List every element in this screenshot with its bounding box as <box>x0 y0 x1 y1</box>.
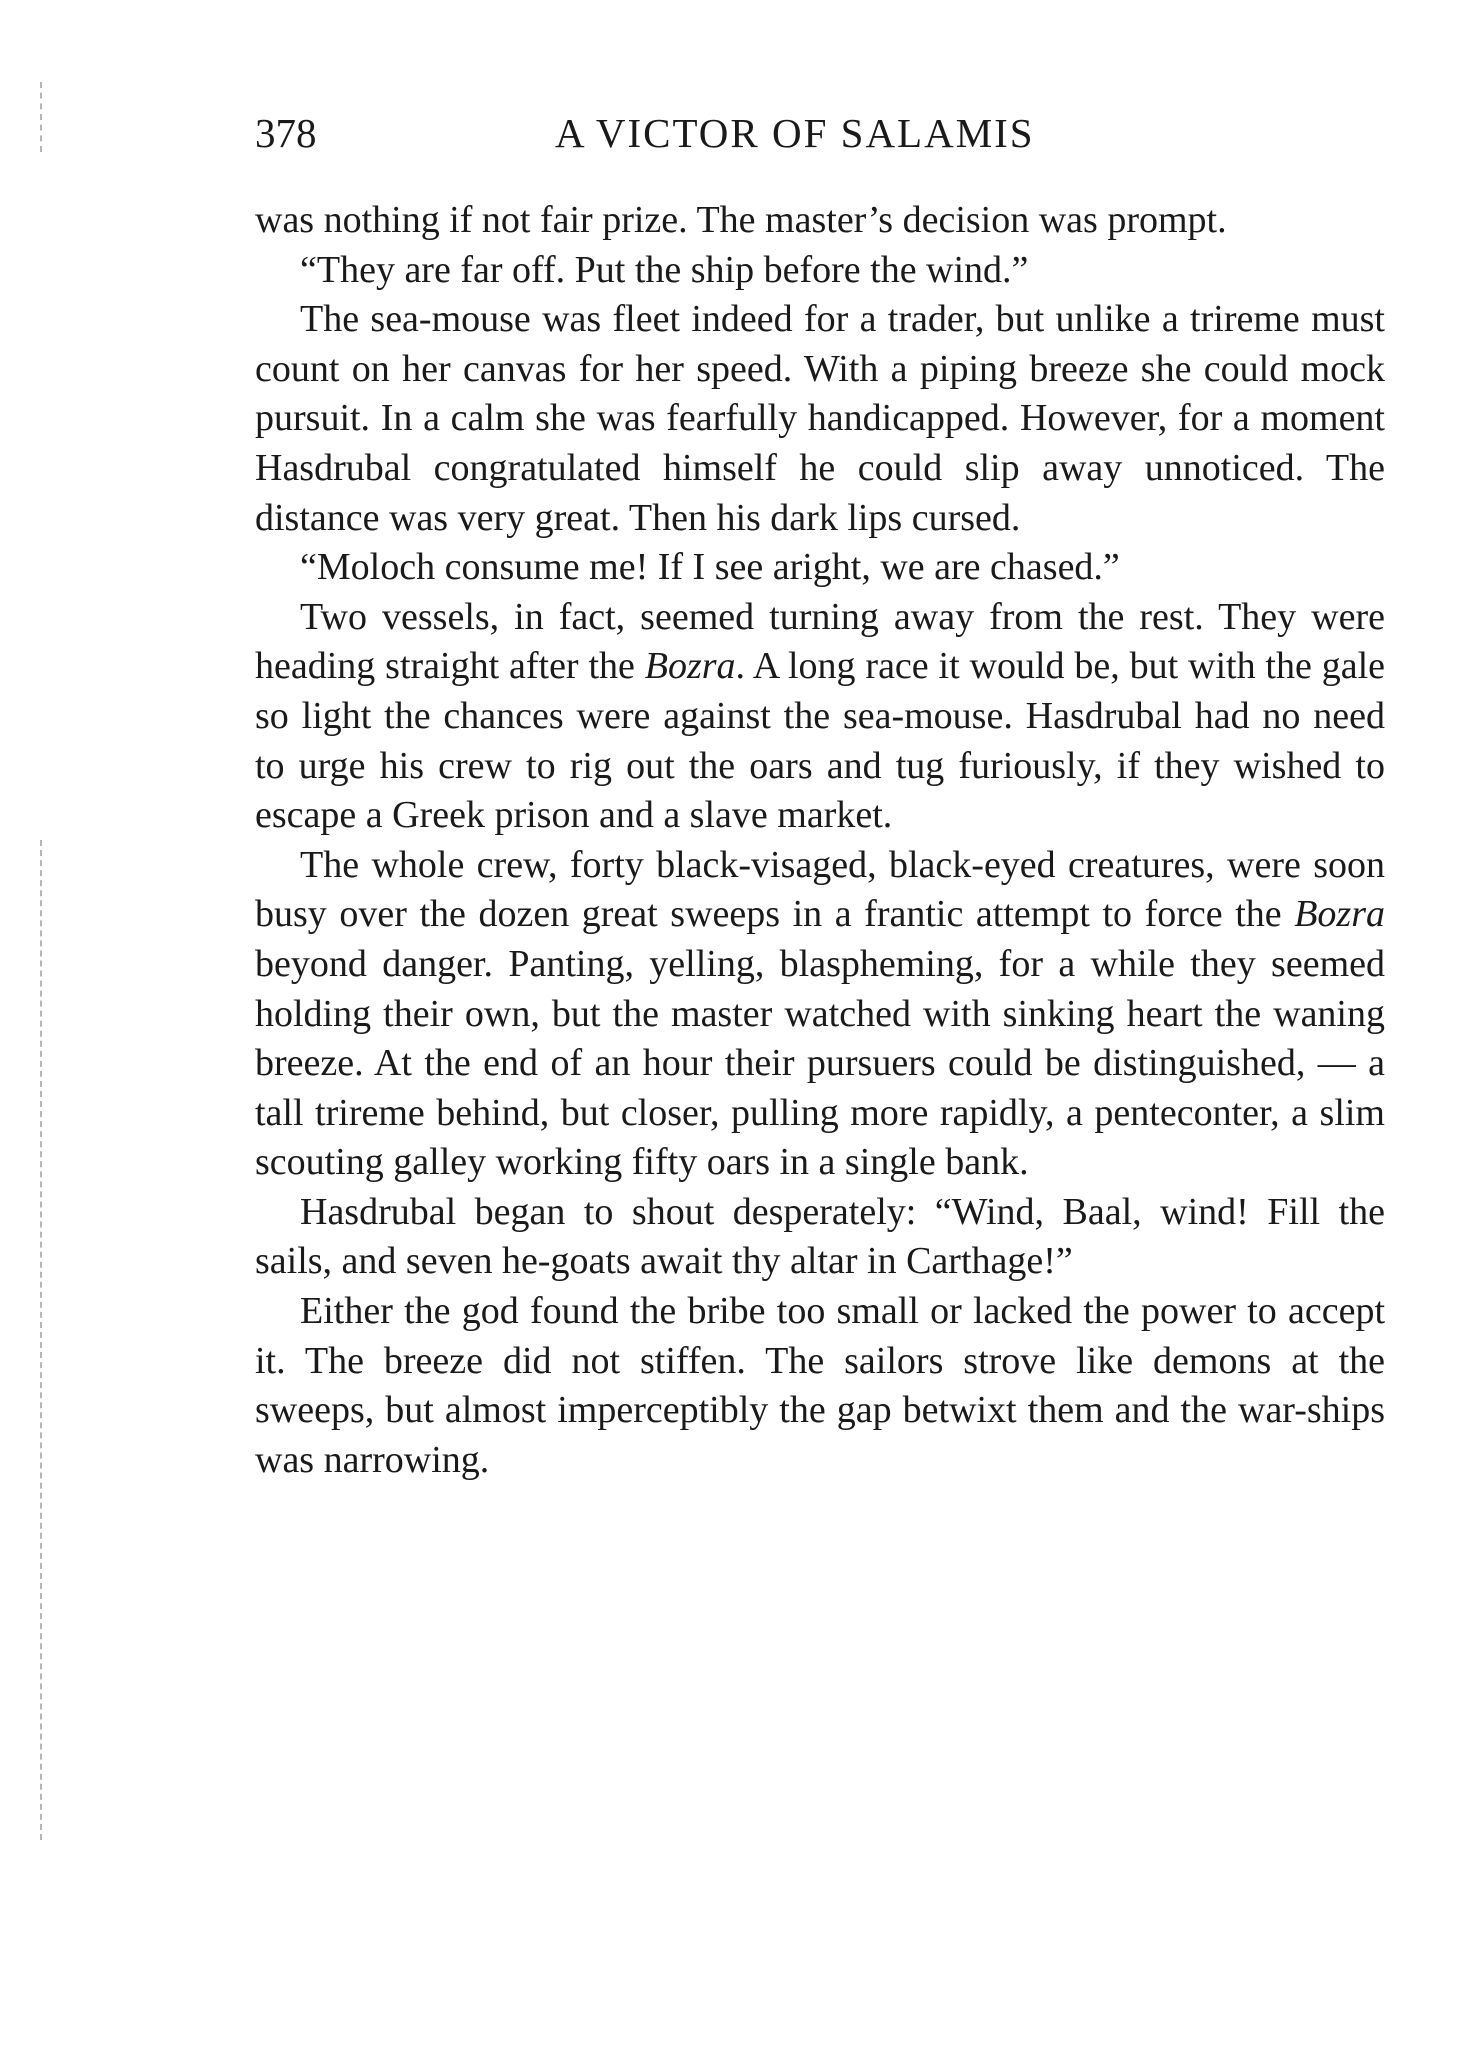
paragraph: “Moloch consume me! If I see aright, we are chased.” <box>300 546 1120 589</box>
paragraph: was nothing if not fair prize. The master’s decision was prompt. <box>255 199 1227 241</box>
body-text <box>255 196 1385 1485</box>
paragraph-text: . A long race it would be, but with the gale so light the chances were against the sea-mouse. Hasdrubal had no need to urge his crew to rig out the oars and tug furiously, if they wished to escape a Greek prison and a slave market. <box>255 645 1385 837</box>
binding-edge-mark <box>40 82 48 152</box>
ship-name: Bozra <box>1294 893 1385 936</box>
paragraph: “They are far off. Put the ship before the wind.” <box>300 248 1029 291</box>
paragraph: Either the god found the bribe too small or lacked the power to accept it. The breeze did not stiffen. The sailors strove like demons at the sweeps, but almost imperceptibly the gap betwixt them and the war-ships was narrowing. <box>255 1290 1385 1481</box>
paragraph-text: beyond danger. Panting, yelling, blaspheming, for a while they seemed holding their own, but the master watched with sinking heart the waning breeze. At the end of an hour their pursuers could be distinguished, — a tall trireme behind, but closer, pulling more rapidly, a penteconter, a slim scouting galley working fifty oars in a single bank. <box>255 942 1385 1184</box>
paragraph-text: Two vessels, in fact, seemed turning away from the rest. They were heading straight after the <box>255 595 1385 688</box>
paragraph <box>255 593 1385 841</box>
paragraph <box>255 841 1385 1188</box>
paragraph: Hasdrubal began to shout desperately: “Wind, Baal, wind! Fill the sails, and seven he-goats await thy altar in Carthage!” <box>255 1190 1385 1283</box>
paragraph-text: The whole crew, forty black-visaged, black-eyed creatures, were soon busy over the dozen great sweeps in a frantic attempt to force the <box>255 843 1385 936</box>
paragraph: The sea-mouse was fleet indeed for a trader, but unlike a trireme must count on her canvas for her speed. With a piping breeze she could mock pursuit. In a calm she was fearfully handicapped. However, for a moment Hasdrubal congratulated himself he could slip away unnoticed. The distance was very great. Then his dark lips cursed. <box>255 298 1385 539</box>
running-title: A VICTOR OF SALAMIS <box>555 110 1035 156</box>
page-number: 378 <box>255 110 317 156</box>
binding-edge-mark <box>40 840 48 1840</box>
running-head <box>255 108 1385 158</box>
ship-name: Bozra <box>644 645 736 688</box>
